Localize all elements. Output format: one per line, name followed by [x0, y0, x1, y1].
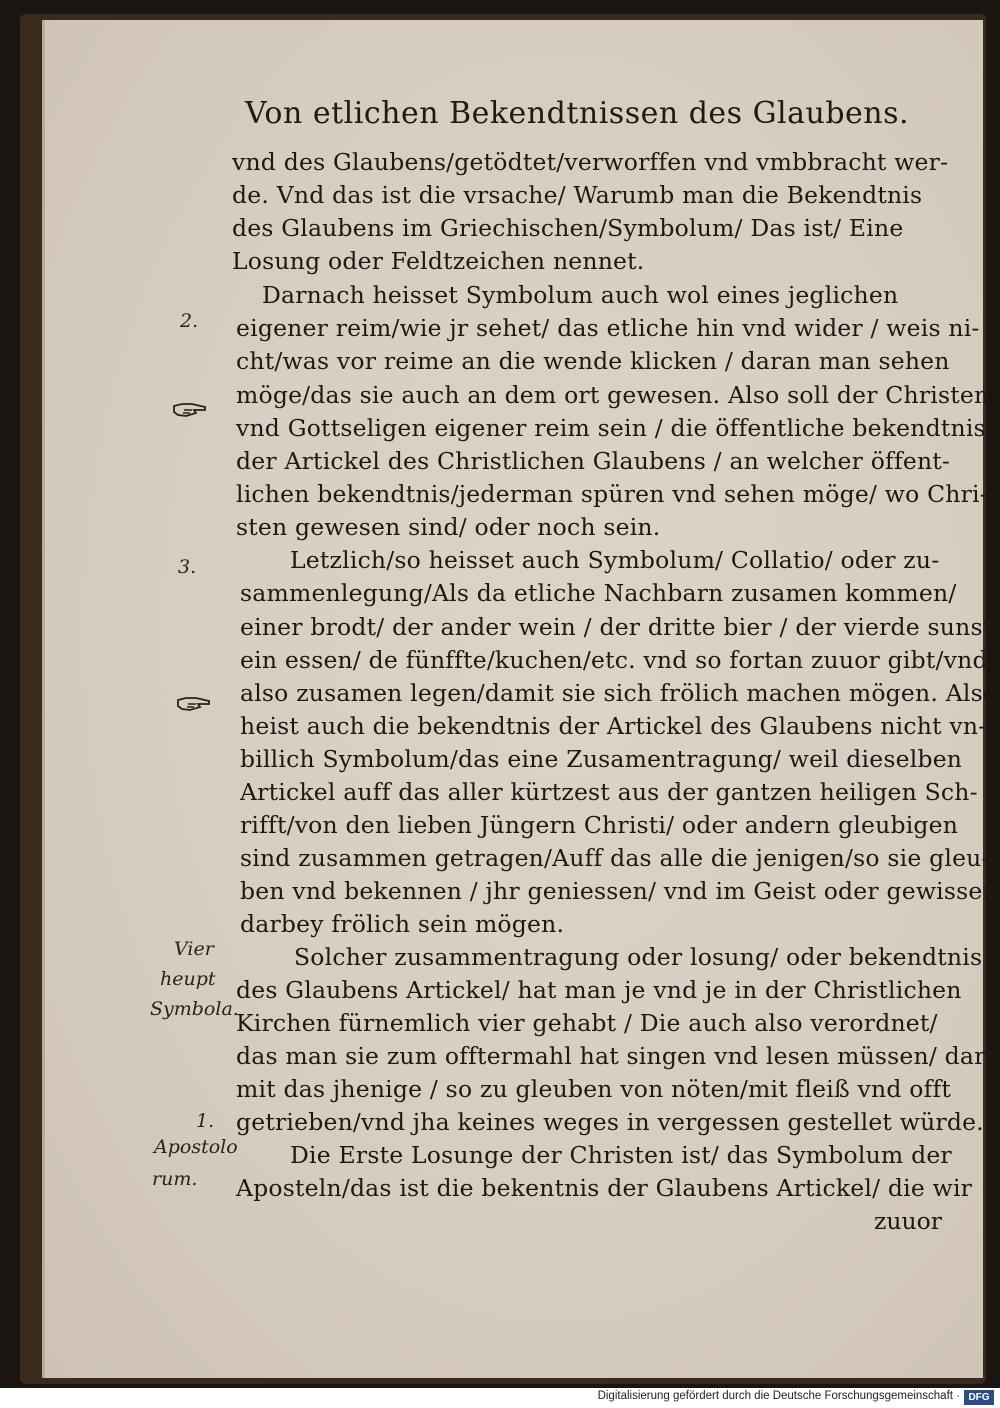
text-line: Darnach heisset Symbolum auch wol eines jeglichen: [262, 281, 899, 309]
text-line: Solcher zusammentragung oder losung/ oder bekendtnis: [294, 943, 983, 971]
margin-numeral: 2.: [180, 310, 199, 332]
text-line: vnd des Glaubens/getödtet/verworffen vnd vmbbracht wer-: [232, 148, 949, 176]
margin-note-heupt: heupt: [160, 968, 216, 990]
text-line: sind zusammen getragen/Auff das alle die jenigen/so sie gleu-: [240, 844, 990, 872]
text-line: mit das jhenige / so zu gleuben von nöten/mit fleiß vnd offt: [236, 1075, 952, 1103]
funding-credit: Digitalisierung gefördert durch die Deutsche Forschungsgemeinschaft ·: [597, 1390, 960, 1402]
text-line: Letzlich/so heisset auch Symbolum/ Collatio/ oder zu-: [290, 546, 940, 574]
text-line: des Glaubens Artickel/ hat man je vnd je in der Christlichen: [236, 976, 962, 1004]
text-line: des Glaubens im Griechischen/Symbolum/ Das ist/ Eine: [232, 214, 904, 242]
text-line: lichen bekendtnis/jederman spüren vnd sehen möge/ wo Chri-: [236, 480, 988, 508]
text-line: also zusamen legen/damit sie sich frölich machen mögen. Also: [240, 679, 998, 707]
text-line: ein essen/ de fünffte/kuchen/etc. vnd so fortan zuuor gibt/vnd: [240, 646, 988, 674]
text-line: der Artickel des Christlichen Glaubens / an welcher öffent-: [236, 447, 951, 475]
margin-numeral: 1.: [196, 1110, 215, 1132]
text-line: Artickel auff das aller kürtzest aus der gantzen heiligen Sch-: [240, 778, 978, 806]
text-line: sammenlegung/Als da etliche Nachbarn zusamen kommen/: [240, 579, 957, 607]
text-line: heist auch die bekendtnis der Artickel des Glaubens nicht vn-: [240, 712, 987, 740]
text-line: ben vnd bekennen / jhr geniessen/ vnd im Geist oder gewissen: [240, 877, 998, 905]
catchword: zuuor: [874, 1207, 943, 1235]
text-line: eigener reim/wie jr sehet/ das etliche hin vnd wider / weis ni-: [236, 314, 980, 342]
text-line: Die Erste Losunge der Christen ist/ das Symbolum der: [290, 1141, 952, 1169]
pointing-hand-icon: [172, 400, 208, 420]
text-line: billich Symbolum/das eine Zusamentragung/ weil dieselben: [240, 745, 963, 773]
margin-note-apostolo: Apostolo: [154, 1136, 238, 1158]
text-line: möge/das sie auch an dem ort gewesen. Also soll der Christen: [236, 381, 990, 409]
margin-note-vier: Vier: [174, 938, 214, 960]
dfg-logo: DFG: [964, 1390, 994, 1405]
text-line: Losung oder Feldtzeichen nennet.: [232, 247, 645, 275]
pointing-hand-icon: [176, 694, 212, 714]
text-line: rifft/von den lieben Jüngern Christi/ oder andern gleubigen: [240, 811, 959, 839]
text-line: sten gewesen sind/ oder noch sein.: [236, 513, 661, 541]
margin-numeral: 3.: [178, 556, 197, 578]
text-line: Aposteln/das ist die bekentnis der Glaubens Artickel/ die wir: [236, 1174, 973, 1202]
text-line: cht/was vor reime an die wende klicken / daran man sehen: [236, 347, 950, 375]
running-head: Von etlichen Bekendtnissen des Glaubens.: [245, 96, 910, 131]
margin-note-symbola: Symbola.: [150, 998, 239, 1020]
footer-bar: [0, 1388, 1000, 1408]
margin-note-rum: rum.: [152, 1168, 198, 1190]
text-line: de. Vnd das ist die vrsache/ Warumb man die Bekendtnis: [232, 181, 923, 209]
text-line: darbey frölich sein mögen.: [240, 910, 565, 938]
text-line: vnd Gottseligen eigener reim sein / die öffentliche bekendtnis: [236, 414, 986, 442]
text-line: Kirchen fürnemlich vier gehabt / Die auch also verordnet/: [236, 1009, 938, 1037]
text-line: getrieben/vnd jha keines weges in vergessen gestellet würde.: [236, 1108, 984, 1136]
text-line: einer brodt/ der ander wein / der dritte bier / der vierde sunst: [240, 613, 993, 641]
text-line: das man sie zum offtermahl hat singen vnd lesen müssen/ dar-: [236, 1042, 994, 1070]
